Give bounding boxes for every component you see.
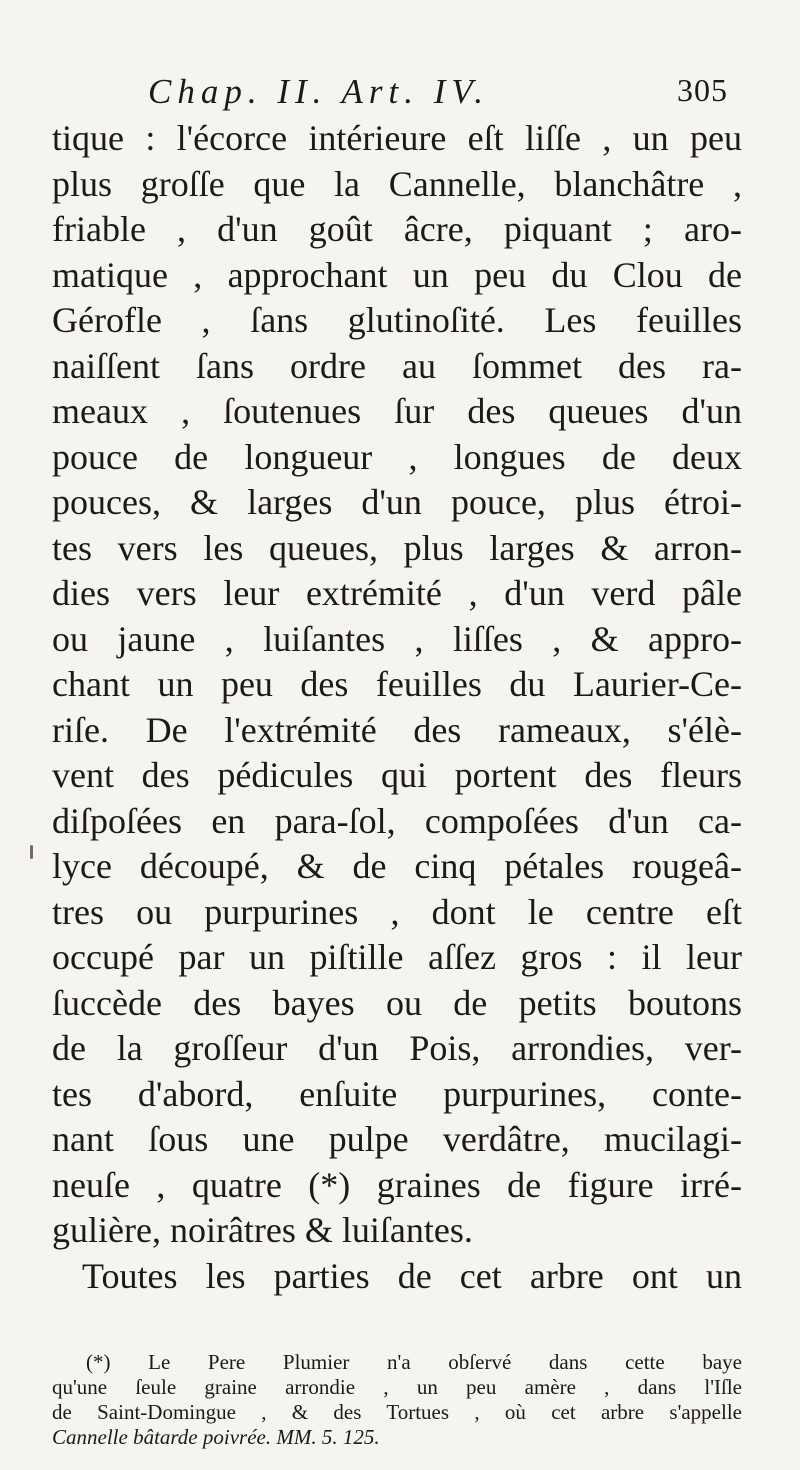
running-head [148,72,728,112]
text-line: Gérofle , ſans glutinoſité. Les feuilles [52,300,742,340]
text-line: occupé par un piſtille aſſez gros : il leur [52,937,742,977]
text-line: tes vers les queues, plus larges & arron- [52,527,742,568]
footnote [52,1350,742,1450]
text-line: pouces, & larges d'un pouce, plus étroi- [52,482,742,522]
footnote-line: (*) Le Pere Plumier n'a obſervé dans cette baye [86,1350,742,1374]
text-line: vent des pédicules qui portent des fleurs [52,755,742,795]
ink-mark [30,845,33,859]
text-line: neuſe , quatre (*) graines de figure irré- [52,1164,742,1205]
footnote-line: Cannelle bâtarde poivrée. MM. 5. 125. [52,1425,380,1449]
text-line: ou jaune , luiſantes , liſſes , & appro- [52,618,742,659]
text-line: gulière, noirâtres & luiſantes. [52,1210,473,1250]
text-line: dies vers leur extrémité , d'un verd pâle [52,573,742,613]
text-line: ſuccède des bayes ou de petits boutons [52,982,742,1023]
text-line: plus groſſe que la Cannelle, blanchâtre , [52,163,742,204]
text-line: diſpoſées en para-ſol, compoſées d'un ca- [52,800,742,841]
text-line: tres ou purpurines , dont le centre eſt [52,891,742,932]
text-line: matique , approchant un peu du Clou de [52,254,742,295]
text-line: lyce découpé, & de cinq pétales rougeâ- [52,846,742,886]
body-text [52,116,742,1299]
text-line: chant un peu des feuilles du Laurier-Ce- [52,664,742,704]
text-line: Toutes les parties de cet arbre ont un [82,1255,742,1296]
text-line: naiſſent ſans ordre au ſommet des ra- [52,345,742,386]
text-line: tique : l'écorce intérieure eſt liſſe , un peu [52,118,742,158]
text-line: nant ſous une pulpe verdâtre, mucilagi- [52,1119,742,1159]
footnote-line: de Saint-Domingue , & des Tortues , où cet arbre s'appelle [52,1400,742,1424]
footnote-line: qu'une ſeule graine arrondie , un peu amère , dans l'Iſle [52,1375,742,1399]
text-line: de la groſſeur d'un Pois, arrondies, ver- [52,1028,742,1068]
text-line: friable , d'un goût âcre, piquant ; aro- [52,209,742,249]
chapter-heading: Chap. II. Art. IV. [148,72,490,111]
text-line: meaux , ſoutenues ſur des queues d'un [52,391,742,431]
text-line: tes d'abord, enſuite purpurines, conte- [52,1073,742,1114]
page-number: 305 [677,72,728,108]
text-line: riſe. De l'extrémité des rameaux, s'élè- [52,709,742,750]
text-line: pouce de longueur , longues de deux [52,436,742,477]
